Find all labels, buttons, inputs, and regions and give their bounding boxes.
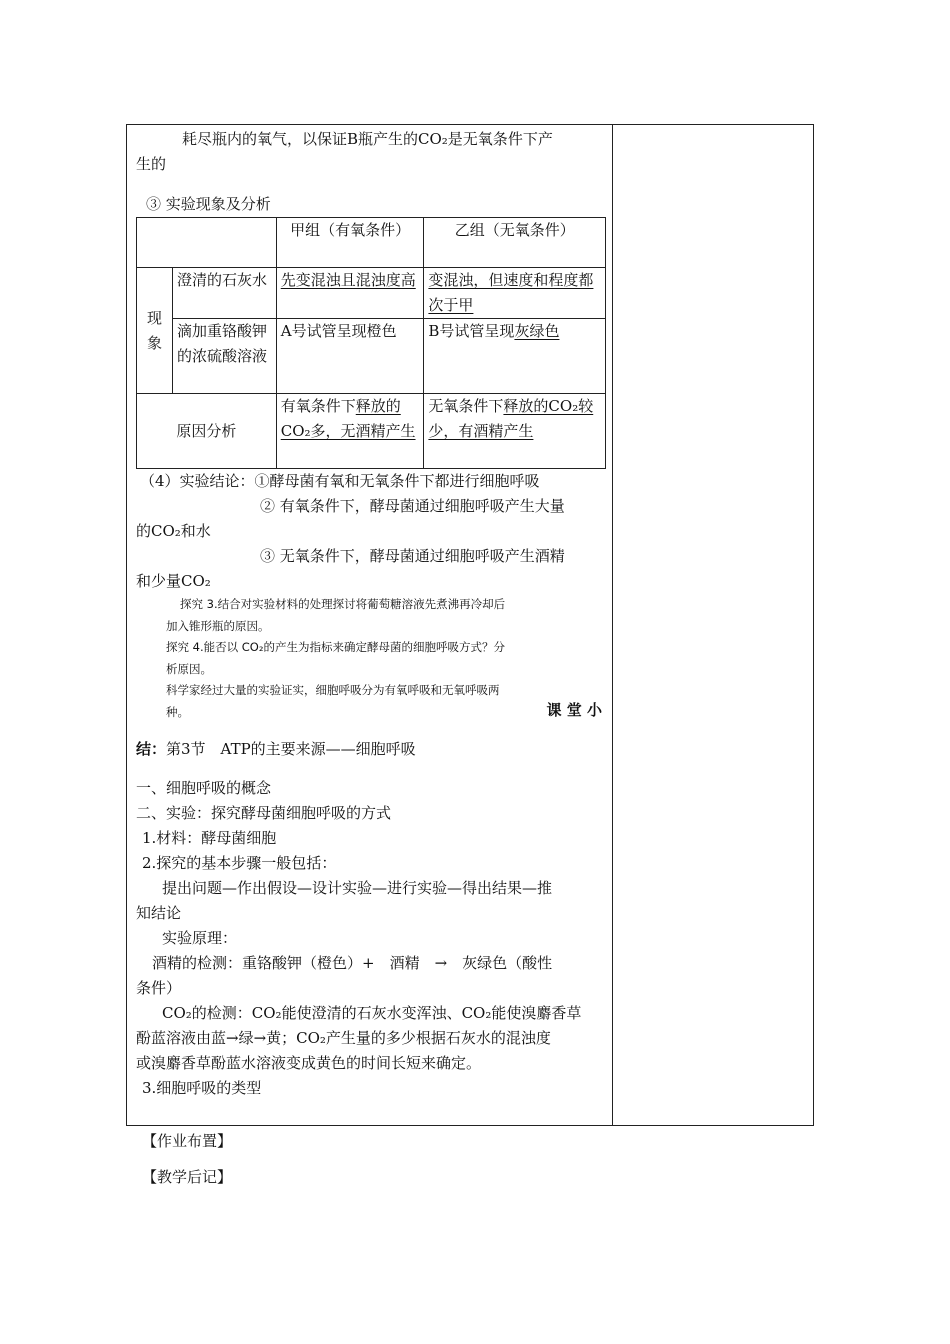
inquiry-line: [136, 702, 606, 724]
inquiry-line: 探究 3.结合对实验材料的处理探讨将葡萄糖溶液先煮沸再冷却后: [180, 597, 506, 611]
text-line: 生的: [136, 155, 167, 173]
summary-line: 知结论: [136, 904, 182, 922]
conclusion-line: ③ 无氧条件下，酵母菌通过细胞呼吸产生酒精: [260, 547, 565, 565]
header-aerobic: 甲组（有氧条件）: [276, 218, 424, 268]
row-label: 滴加重铬酸钾的浓硫酸溶液: [172, 319, 276, 394]
inquiry-line: 探究 4.能否以 CO₂的产生为指标来确定酵母菌的细胞呼吸方式？分: [166, 640, 505, 654]
cell-prefix: 无氧条件下: [428, 397, 504, 415]
table-cell: [424, 394, 606, 469]
summary-label-part2: 结：: [136, 740, 167, 758]
conclusion-line: 的CO₂和水: [136, 522, 211, 540]
summary-line: 酚蓝溶液由蓝→绿→黄；CO₂产生量的多少根据石灰水的混浊度: [136, 1029, 551, 1047]
summary-line: 或溴麝香草酚蓝水溶液变成黄色的时间长短来确定。: [136, 1054, 482, 1072]
cell-prefix: B号试管呈现: [428, 322, 515, 340]
summary-heading: [136, 737, 606, 762]
inquiry-block: [136, 594, 606, 723]
table-cell: A号试管呈现橙色: [276, 319, 424, 394]
phenomenon-label: 现象: [137, 268, 173, 394]
fill-answer: 变混浊，但速度和程度都次于甲: [428, 271, 594, 314]
summary-line: 3.细胞呼吸的类型: [142, 1079, 262, 1097]
summary-line: 条件）: [136, 979, 182, 997]
summary-label-part1: 课 堂 小: [546, 700, 602, 719]
column-divider: [612, 124, 613, 1126]
inquiry-line: 加入锥形瓶的原因。: [166, 618, 270, 633]
table-cell: [424, 268, 606, 319]
row-label: 澄清的石灰水: [172, 268, 276, 319]
main-column: [136, 124, 606, 1101]
table-cell: [424, 319, 606, 394]
table-cell: [276, 268, 424, 319]
section-title: ③ 实验现象及分析: [146, 195, 271, 213]
inquiry-line: 科学家经过大量的实验证实，细胞呼吸分为有氧呼吸和无氧呼吸两: [166, 683, 500, 697]
conclusion-line: （4）实验结论：①酵母菌有氧和无氧条件下都进行细胞呼吸: [140, 472, 540, 490]
fill-answer: 释放的CO₂多，无酒精产生: [280, 397, 416, 440]
row-label: 原因分析: [137, 394, 277, 469]
table-cell: [276, 394, 424, 469]
conclusion-line: ② 有氧条件下，酵母菌通过细胞呼吸产生大量: [260, 497, 565, 515]
homework-heading: 【作业布置】: [142, 1132, 233, 1150]
summary-title: 第3节 ATP的主要来源——细胞呼吸: [166, 740, 416, 758]
summary-line: 1.材料：酵母菌细胞: [142, 829, 277, 847]
table-corner: [137, 218, 277, 268]
summary-line: 二、实验：探究酵母菌细胞呼吸的方式: [136, 804, 392, 822]
summary-line: 一、细胞呼吸的概念: [136, 779, 272, 797]
fill-answer: 灰绿色: [514, 322, 560, 340]
summary-line: CO₂的检测：CO₂能使澄清的石灰水变浑浊、CO₂能使溴麝香草: [162, 1004, 582, 1022]
conclusion-line: 和少量CO₂: [136, 572, 211, 590]
fill-answer: 释放的CO₂较少，有酒精产生: [428, 397, 594, 440]
summary-line: 酒精的检测：重铬酸钾（橙色）+ 酒精 → 灰绿色（酸性: [152, 954, 553, 972]
inquiry-end: 种。: [166, 704, 189, 719]
summary-line: 2.探究的基本步骤一般包括：: [142, 854, 337, 872]
summary-line: 实验原理：: [162, 929, 238, 947]
fill-answer: 先变混浊且混浊度高: [280, 271, 416, 289]
header-anaerobic: 乙组（无氧条件）: [424, 218, 606, 268]
summary-line: 提出问题—作出假设—设计实验—进行实验—得出结果—推: [162, 879, 553, 897]
inquiry-line: 析原因。: [166, 661, 212, 676]
text-line: 耗尽瓶内的氧气，以保证B瓶产生的CO₂是无氧条件下产: [182, 130, 553, 148]
cell-prefix: 有氧条件下: [280, 397, 356, 415]
experiment-table: [136, 217, 606, 469]
teaching-notes-heading: 【教学后记】: [142, 1168, 233, 1186]
